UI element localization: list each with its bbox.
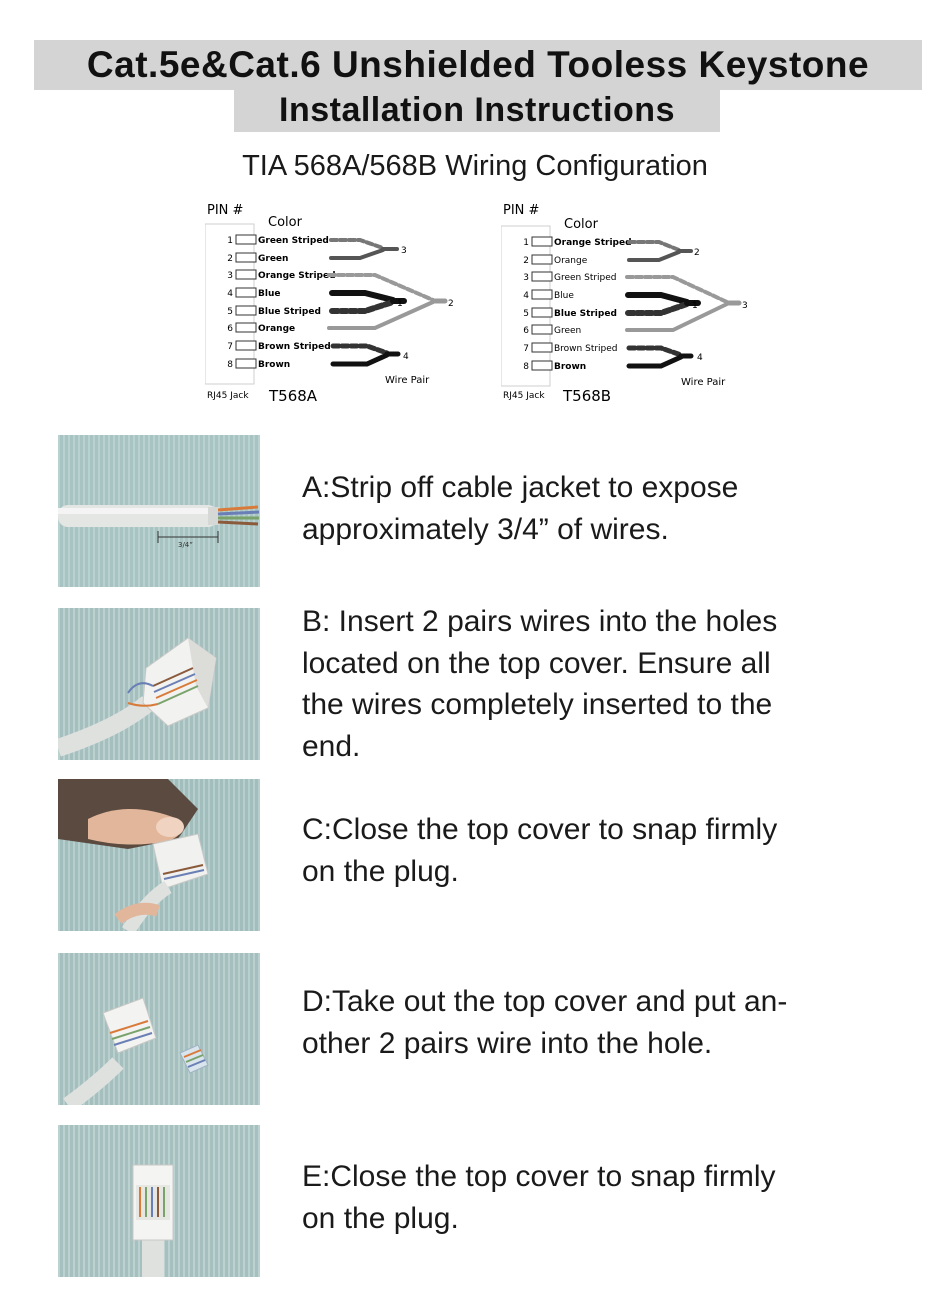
- svg-text:7: 7: [227, 342, 233, 352]
- pin-row: [523, 255, 587, 266]
- pin-color: Green Striped: [258, 236, 329, 246]
- svg-text:5: 5: [523, 309, 529, 319]
- step-c-text: C:Close the top cover to snap firmly on the plug.: [302, 813, 778, 888]
- pin-slot: [532, 325, 552, 334]
- pin-row: [523, 325, 581, 336]
- pin-slot: [532, 272, 552, 281]
- wire-pairs: [627, 242, 739, 366]
- pin-slot: [532, 255, 552, 264]
- svg-text:8: 8: [523, 362, 529, 372]
- svg-text:1: 1: [227, 236, 233, 246]
- svg-text:6: 6: [227, 324, 233, 334]
- pair-number: 3: [401, 246, 407, 256]
- pin-color: Orange: [258, 324, 296, 334]
- pair-number: 2: [694, 248, 700, 258]
- page-subtitle: Installation Instructions: [234, 88, 720, 132]
- step-b-text: B: Insert 2 pairs wires into the holes located on the top cover. Ensure all the wires completely inserted to the end.: [302, 605, 778, 763]
- pin-color: Green: [554, 326, 582, 336]
- pin-row: [227, 253, 288, 264]
- step-a-photo: [58, 435, 260, 587]
- t568b-svg: [501, 196, 761, 406]
- jack-label: RJ45 Jack: [503, 391, 545, 401]
- pin-slot: [236, 323, 256, 332]
- pair-number: 3: [742, 301, 748, 311]
- pin-row: [523, 308, 617, 319]
- pair-number: 1: [692, 301, 698, 311]
- step-d-text: D:Take out the top cover and put an- other 2 pairs wire into the hole.: [302, 985, 788, 1060]
- pin-row: [227, 270, 335, 281]
- svg-text:2: 2: [227, 254, 233, 264]
- pin-slot: [532, 343, 552, 352]
- pin-color: Brown Striped: [258, 342, 331, 352]
- wire-pairs: [329, 240, 445, 364]
- pin-color: Orange Striped: [258, 271, 336, 281]
- page-title: Cat.5e&Cat.6 Unshielded Tooless Keystone: [34, 40, 922, 90]
- pin-slot: [532, 308, 552, 317]
- pin-color: Orange Striped: [554, 238, 632, 248]
- svg-text:8: 8: [227, 360, 233, 370]
- pin-slot: [532, 361, 552, 370]
- pin-row: [523, 237, 631, 248]
- svg-text:7: 7: [523, 344, 529, 354]
- step-d-photo: [58, 953, 260, 1105]
- color-header: Color: [564, 217, 598, 232]
- pin-slot: [236, 341, 256, 350]
- pin-row: [227, 341, 330, 352]
- svg-text:3: 3: [227, 271, 233, 281]
- step-e-text: E:Close the top cover to snap firmly on the plug.: [302, 1160, 776, 1235]
- jack-label: RJ45 Jack: [207, 391, 249, 401]
- pin-row: [227, 306, 321, 317]
- svg-text:3: 3: [523, 273, 529, 283]
- pin-color: Brown Striped: [554, 344, 618, 354]
- pair-number: 1: [397, 299, 403, 309]
- pin-color: Blue Striped: [258, 307, 321, 317]
- pin-row: [227, 235, 329, 246]
- pin-color: Blue: [554, 291, 574, 301]
- step-c-photo: [58, 779, 260, 931]
- photo-measure-label: 3/4”: [178, 541, 193, 549]
- wire-pair-label: Wire Pair: [681, 377, 726, 388]
- pin-slot: [236, 253, 256, 262]
- pin-row: [523, 361, 586, 372]
- pin-row: [523, 343, 617, 354]
- pin-header: PIN #: [503, 203, 540, 218]
- standard-label: T568B: [563, 387, 612, 405]
- step-b-photo: [58, 608, 260, 760]
- pair-number: 4: [697, 353, 703, 363]
- pin-slot: [236, 235, 256, 244]
- step-e-photo: [58, 1125, 260, 1277]
- pin-row: [227, 359, 290, 370]
- pin-slot: [236, 288, 256, 297]
- step-a-text: A:Strip off cable jacket to expose approximately 3/4” of wires.: [302, 471, 739, 546]
- wire-pair-label: Wire Pair: [385, 375, 430, 386]
- color-header: Color: [268, 215, 302, 230]
- pin-slot: [236, 270, 256, 279]
- pin-color: Blue: [258, 289, 281, 299]
- svg-text:5: 5: [227, 307, 233, 317]
- t568a-svg: [205, 196, 465, 406]
- pin-color: Green: [258, 254, 289, 264]
- svg-text:1: 1: [523, 238, 529, 248]
- svg-text:4: 4: [523, 291, 529, 301]
- pin-slot: [236, 306, 256, 315]
- pin-header: PIN #: [207, 203, 244, 218]
- pin-color: Brown: [258, 360, 291, 370]
- pair-number: 2: [448, 299, 454, 309]
- pin-slot: [532, 237, 552, 246]
- wiring-diagram-t568b: [501, 196, 761, 406]
- wiring-diagram-t568a: [205, 196, 465, 406]
- pin-color: Green Striped: [554, 273, 617, 283]
- pin-color: Brown: [554, 362, 587, 372]
- svg-text:4: 4: [227, 289, 233, 299]
- pin-color: Orange: [554, 256, 588, 266]
- standard-label: T568A: [269, 387, 318, 405]
- svg-text:2: 2: [523, 256, 529, 266]
- pair-number: 4: [403, 352, 409, 362]
- pin-color: Blue Striped: [554, 309, 617, 319]
- pin-row: [523, 272, 616, 283]
- pin-row: [227, 323, 295, 334]
- wiring-heading: TIA 568A/568B Wiring Configuration: [242, 150, 708, 182]
- svg-text:6: 6: [523, 326, 529, 336]
- pin-slot: [236, 359, 256, 368]
- pin-slot: [532, 290, 552, 299]
